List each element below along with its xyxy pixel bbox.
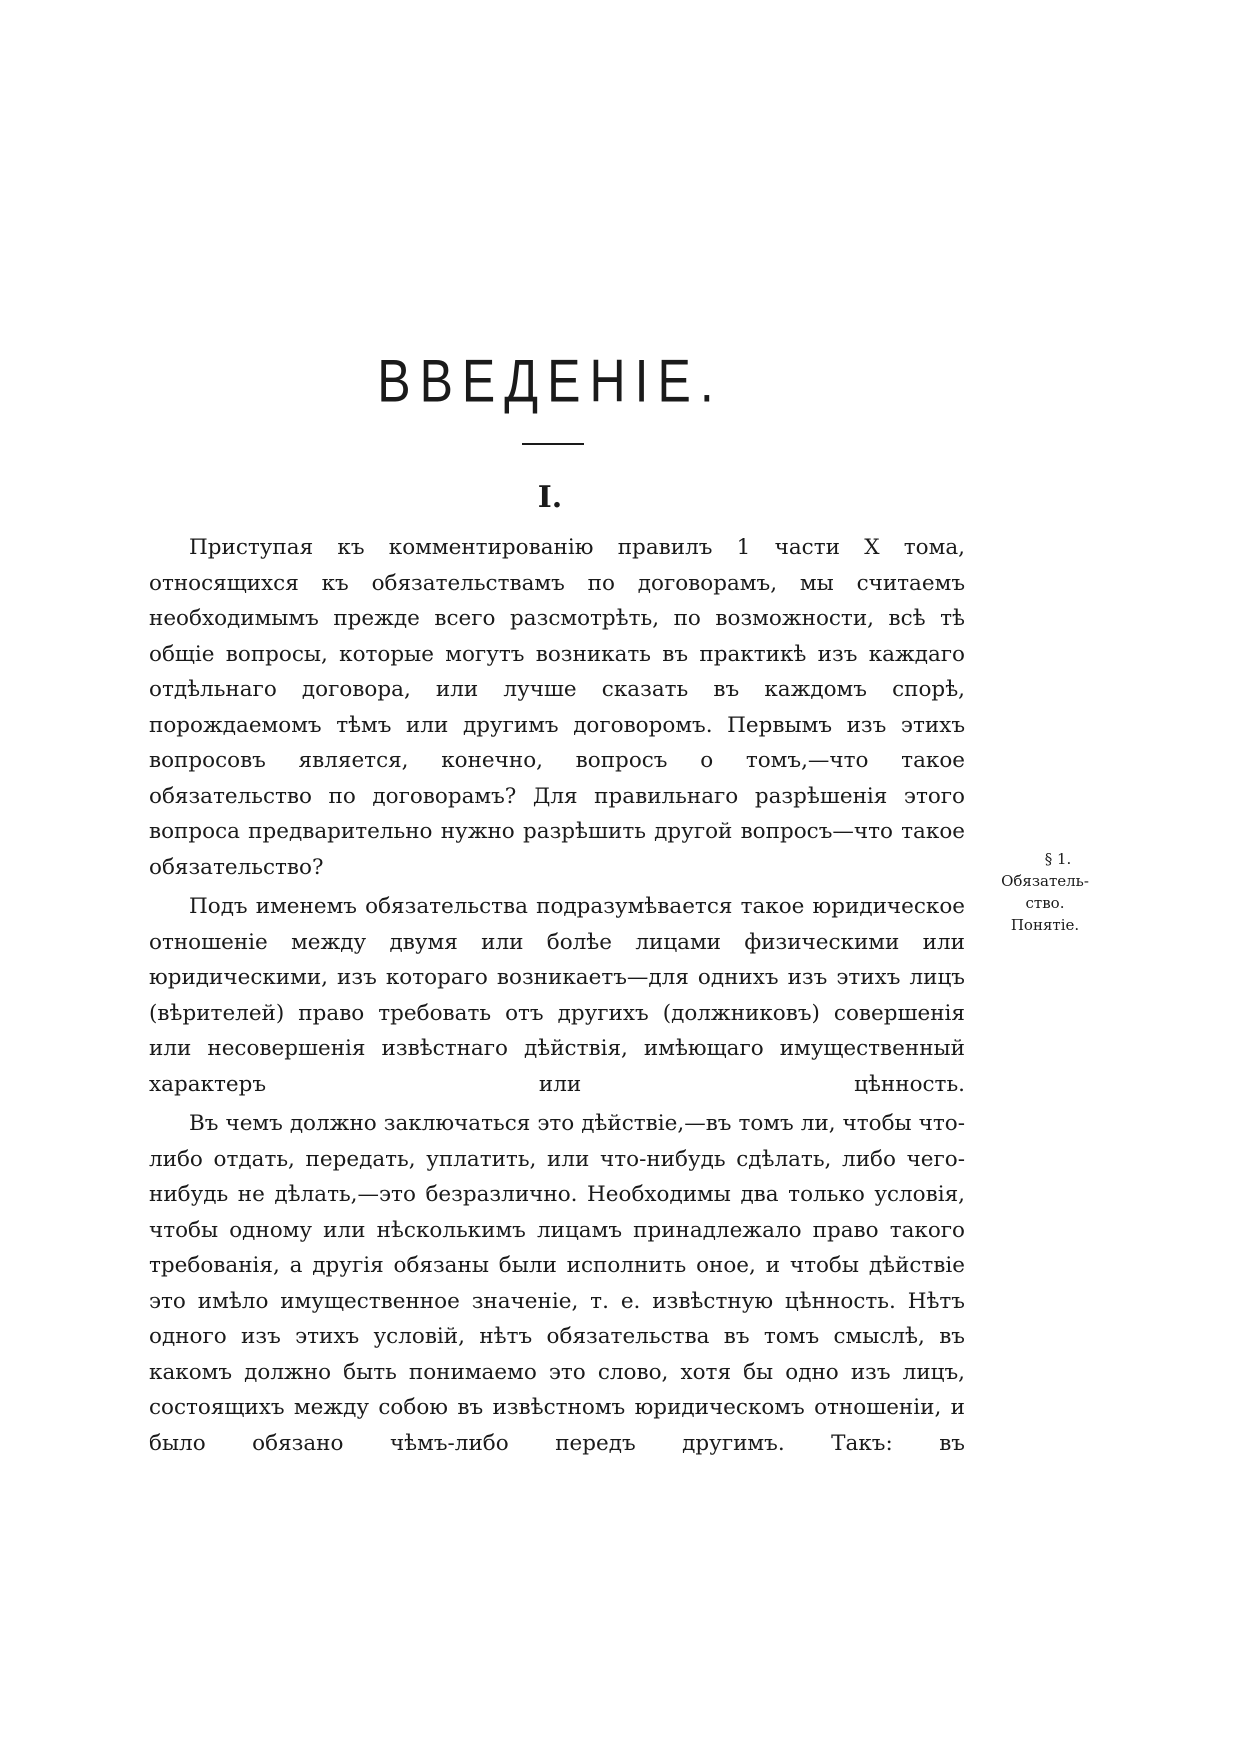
paragraph-2: Подъ именемъ обязательства подразумѣвается такое юридическое отношеніе между двумя или болѣе лицами физическими или юридическими, изъ котораго возникаетъ—для однихъ изъ этихъ лицъ (вѣрителей) право требовать отъ другихъ (должниковъ) совершенія или несовершенія извѣстнаго дѣйствія, имѣющаго имущественный характеръ или цѣнность. xyxy=(149,894,965,1097)
margin-note-line-1: Обязатель- xyxy=(1001,872,1089,890)
paragraph-1: Приступая къ комментированію правилъ 1 части X тома, относящихся къ обязательствамъ по договорамъ, мы считаемъ необходимымъ прежде всего разсмотрѣть, по возможности, всѣ тѣ общіе вопросы, которые могутъ возникать въ практикѣ изъ каждаго отдѣльнаго договора, или лучше сказать въ каждомъ спорѣ, порождаемомъ тѣмъ или другимъ договоромъ. Первымъ изъ этихъ вопросовъ является, конечно, вопросъ о томъ,—что такое обязательство по договорамъ? Для правильнаго разрѣшенія этого вопроса предварительно нужно разрѣшить другой вопросъ—что такое обязательство? xyxy=(149,535,965,880)
margin-note-line-2: ство. xyxy=(1025,894,1065,912)
section-numeral: I. xyxy=(537,480,563,515)
margin-note-section-sign: § 1. xyxy=(1044,850,1072,868)
page-title: ВВЕДЕНІЕ. xyxy=(377,347,723,415)
margin-note xyxy=(990,848,1100,936)
margin-note-line-3: Понятіе. xyxy=(1010,916,1080,934)
body-text xyxy=(149,530,965,1465)
paragraph-3: Въ чемъ должно заключаться это дѣйствіе,—въ томъ ли, чтобы что-либо отдать, передать, уплатить, или что-нибудь сдѣлать, либо чего-нибудь не дѣлать,—это безразлично. Необходимы два только условія, чтобы одному или нѣсколькимъ лицамъ принадлежало право такого требованія, а другія обязаны были исполнить оное, и чтобы дѣйствіе это имѣло имущественное значеніе, т. е. извѣстную цѣнность. Нѣтъ одного изъ этихъ условій, нѣтъ обязательства въ томъ смыслѣ, въ какомъ должно быть понимаемо это слово, хотя бы одно изъ лицъ, состоящихъ между собою въ извѣстномъ юридическомъ отношеніи, и было обязано чѣмъ-либо передъ другимъ. Такъ: въ xyxy=(149,1111,965,1456)
title-rule xyxy=(522,443,584,445)
